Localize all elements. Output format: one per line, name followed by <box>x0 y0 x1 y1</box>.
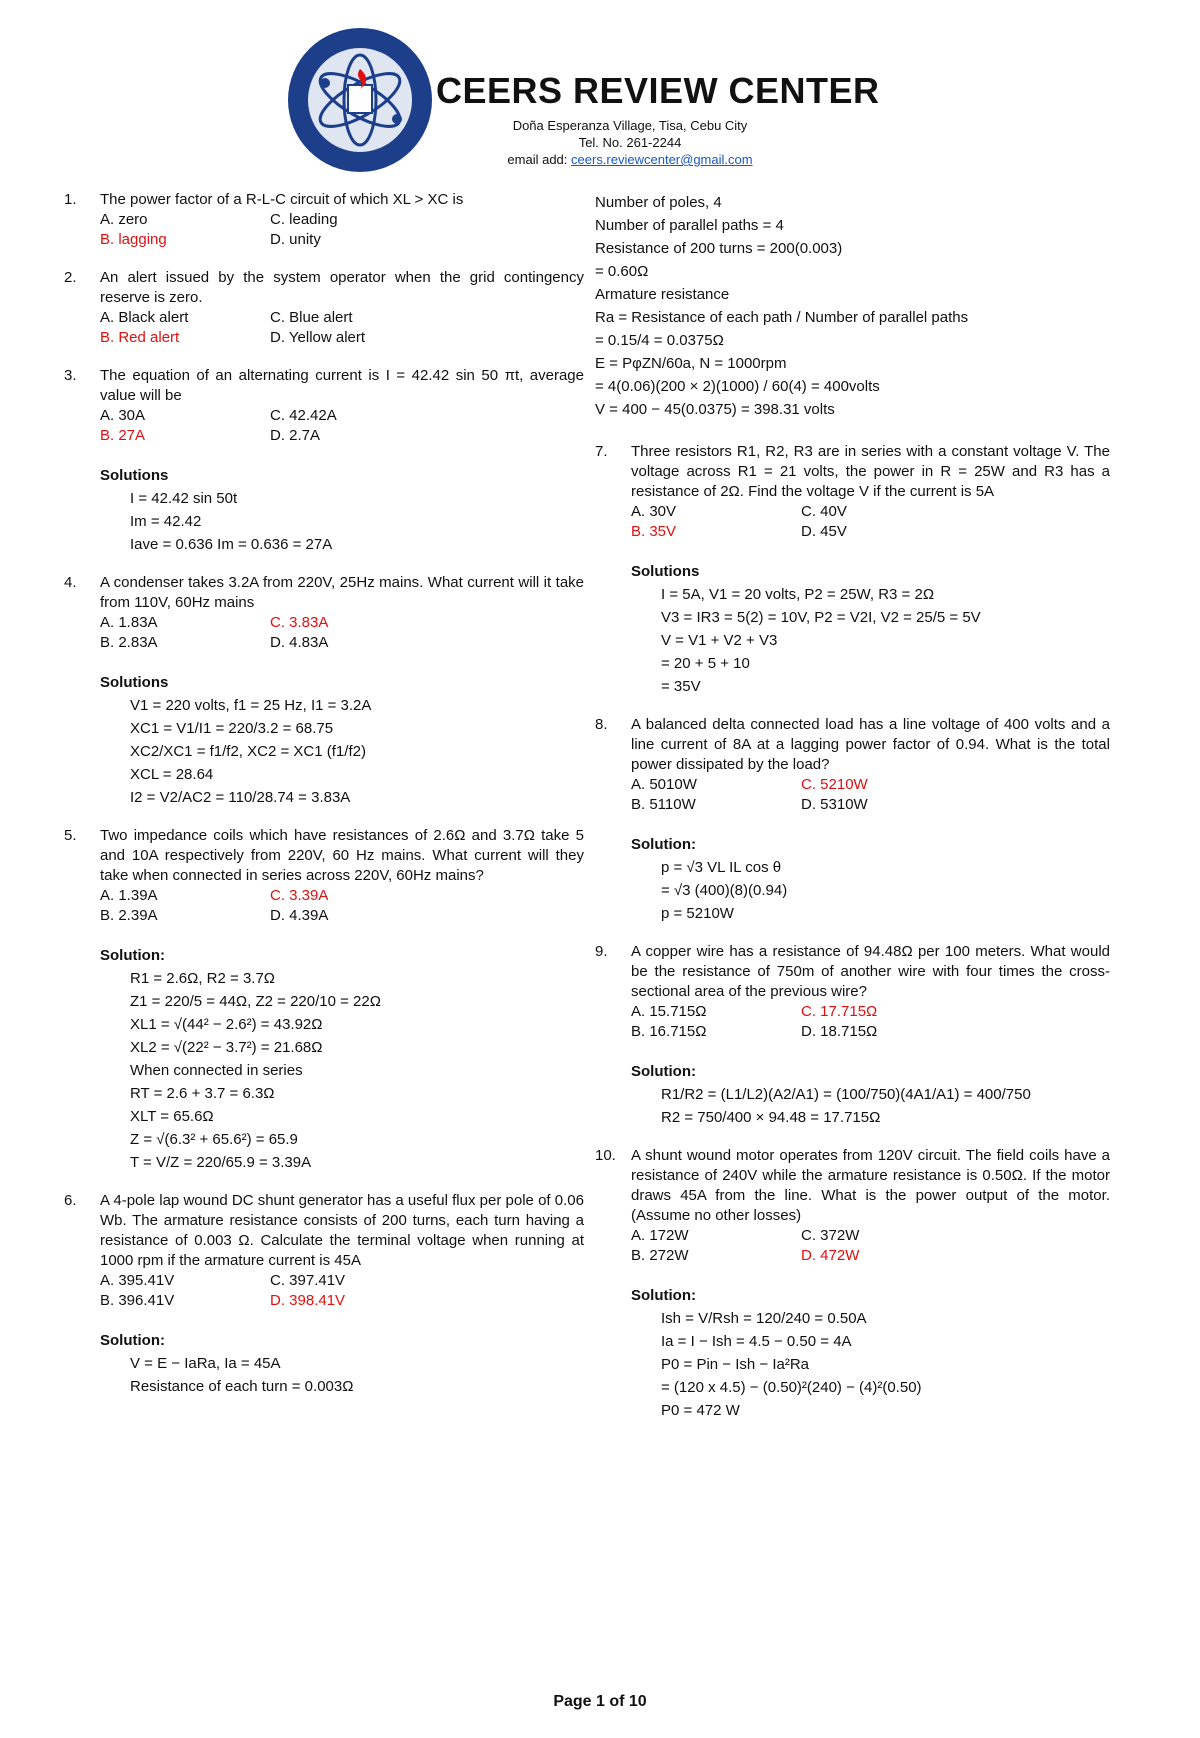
correct-answer-option: C. 3.83A <box>270 614 329 631</box>
email-link[interactable]: ceers.reviewcenter@gmail.com <box>571 152 753 167</box>
options-grid <box>100 308 584 348</box>
options-grid <box>631 502 1110 542</box>
question-number: 2. <box>64 269 77 286</box>
solution-line: Number of parallel paths = 4 <box>595 217 784 234</box>
answer-option: A. zero <box>100 211 148 228</box>
solution-body <box>100 969 584 1173</box>
header-tel: Tel. No. 261-2244 <box>578 135 682 150</box>
solution-body <box>100 1354 584 1397</box>
header-title: CEERS REVIEW CENTER <box>436 70 880 111</box>
question-stem: Three resistors R1, R2, R3 are in series with a constant voltage V. The voltage across R1 = 21 volts, the power in R = 25W and R3 has a resistance of 2Ω. Find the voltage V if the current is 5A <box>631 443 1110 500</box>
solution-line: Resistance of 200 turns = 200(0.003) <box>595 240 843 257</box>
options-grid <box>100 886 584 926</box>
correct-answer-option: B. 35V <box>631 523 677 540</box>
question-2 <box>64 268 584 348</box>
solution-line: XCL = 28.64 <box>130 766 214 783</box>
question-number: 10. <box>595 1147 616 1164</box>
correct-answer-option: C. 5210W <box>801 776 868 793</box>
correct-answer-option: B. lagging <box>100 231 167 248</box>
question-1 <box>64 190 584 250</box>
answer-option: C. 397.41V <box>270 1272 346 1289</box>
question-stem: A balanced delta connected load has a line voltage of 400 volts and a line current of 8A at a lagging power factor of 0.94. What is the total power dissipated by the load? <box>631 716 1110 773</box>
solution-line: = (120 x 4.5) − (0.50)²(240) − (4)²(0.50) <box>661 1379 922 1396</box>
solution-line: V = E − IaRa, Ia = 45A <box>130 1355 281 1372</box>
solution-body <box>631 1085 1110 1128</box>
solution-line: RT = 2.6 + 3.7 = 6.3Ω <box>130 1085 275 1102</box>
solution-block <box>100 673 584 808</box>
question-number: 6. <box>64 1192 77 1209</box>
solution-line: T = V/Z = 220/65.9 = 3.39A <box>130 1154 312 1171</box>
solution-line: P0 = 472 W <box>661 1402 740 1419</box>
question-5 <box>64 826 584 1173</box>
solution-title: Solution: <box>631 1063 696 1080</box>
answer-option: D. 2.7A <box>270 427 321 444</box>
question-number: 4. <box>64 574 77 591</box>
solution-body <box>631 858 1110 924</box>
solution-line: Iave = 0.636 Im = 0.636 = 27A <box>130 536 333 553</box>
solution-block <box>631 835 1110 924</box>
question-stem: A copper wire has a resistance of 94.48Ω per 100 meters. What would be the resistance of 750m of another wire with four times the cross-sectional area of the previous wire? <box>631 943 1110 1000</box>
solution-line: V = V1 + V2 + V3 <box>661 632 778 649</box>
solution-line: Resistance of each turn = 0.003Ω <box>130 1378 354 1395</box>
options-grid <box>631 1226 1110 1266</box>
solution-line: I2 = V2/AC2 = 110/28.74 = 3.83A <box>130 789 351 806</box>
solution-block <box>631 562 1110 697</box>
solution-line: XL1 = √(44² − 2.6²) = 43.92Ω <box>130 1016 323 1033</box>
solution-body <box>100 696 584 808</box>
question-4 <box>64 573 584 808</box>
solution-line: Ia = I − Ish = 4.5 − 0.50 = 4A <box>661 1333 852 1350</box>
solution-title: Solution: <box>631 1287 696 1304</box>
answer-option: D. 18.715Ω <box>801 1023 878 1040</box>
question-stem: A 4-pole lap wound DC shunt generator has a useful flux per pole of 0.06 Wb. The armature resistance consists of 200 turns, each turn having a resistance of 0.003 Ω. Calculate the terminal voltage when running at 1000 rpm if the armature current is 45A <box>100 1192 584 1269</box>
answer-option: C. 40V <box>801 503 847 520</box>
solution-line: R1 = 2.6Ω, R2 = 3.7Ω <box>130 970 276 987</box>
header-address: Doña Esperanza Village, Tisa, Cebu City <box>512 118 748 133</box>
solution-line: I = 5A, V1 = 20 volts, P2 = 25W, R3 = 2Ω <box>661 586 935 603</box>
answer-option: B. 2.83A <box>100 634 158 651</box>
solution-block <box>631 1286 1110 1421</box>
solution-line: V = 400 − 45(0.0375) = 398.31 volts <box>595 401 835 418</box>
answer-option: A. 15.715Ω <box>631 1003 707 1020</box>
solution-line: = √3 (400)(8)(0.94) <box>661 882 788 899</box>
question-number: 7. <box>595 443 608 460</box>
solution-title: Solutions <box>631 563 700 580</box>
answer-option: D. 4.39A <box>270 907 329 924</box>
question-stem: The power factor of a R-L-C circuit of which XL > XC is <box>100 191 464 208</box>
question-number: 9. <box>595 943 608 960</box>
options-grid <box>631 775 1110 815</box>
solution-line: = 0.15/4 = 0.0375Ω <box>595 332 724 349</box>
answer-option: B. 5110W <box>631 796 696 813</box>
answer-option: C. leading <box>270 211 338 228</box>
solution-line: V1 = 220 volts, f1 = 25 Hz, I1 = 3.2A <box>130 697 372 714</box>
answer-option: D. Yellow alert <box>270 329 366 346</box>
solution-line: Z1 = 220/5 = 44Ω, Z2 = 220/10 = 22Ω <box>130 993 381 1010</box>
options-grid <box>100 406 584 446</box>
answer-option: A. Black alert <box>100 309 189 326</box>
answer-option: A. 172W <box>631 1227 689 1244</box>
correct-answer-option: D. 472W <box>801 1247 860 1264</box>
question-8 <box>595 715 1110 924</box>
solution-line: XC1 = V1/I1 = 220/3.2 = 68.75 <box>130 720 334 737</box>
solution-line: XLT = 65.6Ω <box>130 1108 214 1125</box>
options-grid <box>631 1002 1110 1042</box>
solution-line: V3 = IR3 = 5(2) = 10V, P2 = V2I, V2 = 25/5 = 5V <box>661 609 981 626</box>
question-stem: An alert issued by the system operator when the grid contingency reserve is zero. <box>100 269 584 306</box>
question-number: 8. <box>595 716 608 733</box>
solution-line: E = PφZN/60a, N = 1000rpm <box>595 355 787 372</box>
solution-line: Z = √(6.3² + 65.6²) = 65.9 <box>130 1131 298 1148</box>
answer-option: D. 5310W <box>801 796 868 813</box>
answer-option: A. 30V <box>631 503 677 520</box>
header-email-line <box>500 152 760 167</box>
answer-option: D. 45V <box>801 523 847 540</box>
page-footer: Page 1 of 10 <box>553 1693 647 1710</box>
question-number: 5. <box>64 827 77 844</box>
answer-option: B. 272W <box>631 1247 689 1264</box>
solution-line: Ish = V/Rsh = 120/240 = 0.50A <box>661 1310 867 1327</box>
solution-line: I = 42.42 sin 50t <box>130 490 238 507</box>
solution-title: Solution: <box>631 836 696 853</box>
solution-line: = 20 + 5 + 10 <box>661 655 750 672</box>
q6-solution-continued <box>595 193 1110 420</box>
solution-block <box>100 1331 584 1397</box>
solution-line: Ra = Resistance of each path / Number of parallel paths <box>595 309 969 326</box>
solution-line: p = √3 VL IL cos θ <box>661 859 782 876</box>
answer-option: A. 30A <box>100 407 146 424</box>
ceers-logo <box>285 25 435 175</box>
correct-answer-option: C. 17.715Ω <box>801 1003 878 1020</box>
solution-line: = 0.60Ω <box>595 263 649 280</box>
answer-option: B. 2.39A <box>100 907 158 924</box>
solution-title: Solution: <box>100 1332 165 1349</box>
solution-block <box>100 946 584 1173</box>
question-7 <box>595 442 1110 697</box>
question-9 <box>595 942 1110 1128</box>
answer-option: A. 1.83A <box>100 614 158 631</box>
answer-option: B. 396.41V <box>100 1292 175 1309</box>
solution-line: P0 = Pin − Ish − Ia²Ra <box>661 1356 810 1373</box>
left-column <box>64 190 584 1415</box>
options-grid <box>100 1271 584 1311</box>
question-stem: A shunt wound motor operates from 120V circuit. The field coils have a resistance of 240V while the armature resistance is 0.50Ω. If the motor draws 45A from the line. What is the power output of the motor. (Assume no other losses) <box>631 1147 1110 1224</box>
solution-line: XC2/XC1 = f1/f2, XC2 = XC1 (f1/f2) <box>130 743 366 760</box>
solution-line: R1/R2 = (L1/L2)(A2/A1) = (100/750)(4A1/A1) = 400/750 <box>661 1086 1031 1103</box>
answer-option: C. 372W <box>801 1227 860 1244</box>
solution-line: p = 5210W <box>661 905 734 922</box>
solution-line: = 4(0.06)(200 × 2)(1000) / 60(4) = 400volts <box>595 378 880 395</box>
solution-body <box>631 585 1110 697</box>
answer-option: A. 395.41V <box>100 1272 175 1289</box>
correct-answer-option: B. 27A <box>100 427 146 444</box>
answer-option: C. Blue alert <box>270 309 353 326</box>
question-number: 1. <box>64 191 77 208</box>
solution-body <box>631 1309 1110 1421</box>
question-stem: A condenser takes 3.2A from 220V, 25Hz mains. What current will it take from 110V, 60Hz mains <box>100 574 584 611</box>
solution-body <box>100 489 584 555</box>
solution-line: Armature resistance <box>595 286 730 303</box>
options-grid <box>100 613 584 653</box>
answer-option: D. unity <box>270 231 321 248</box>
solution-line: Im = 42.42 <box>130 513 202 530</box>
solution-title: Solutions <box>100 467 169 484</box>
solution-block <box>100 466 584 555</box>
email-label: email add: <box>507 152 568 167</box>
solution-line: = 35V <box>661 678 701 695</box>
options-grid <box>100 210 584 250</box>
answer-option: A. 1.39A <box>100 887 158 904</box>
correct-answer-option: D. 398.41V <box>270 1292 346 1309</box>
correct-answer-option: B. Red alert <box>100 329 180 346</box>
question-10 <box>595 1146 1110 1421</box>
solution-line: XL2 = √(22² − 3.7²) = 21.68Ω <box>130 1039 323 1056</box>
solution-line: When connected in series <box>130 1062 303 1079</box>
answer-option: C. 42.42A <box>270 407 337 424</box>
right-column <box>595 190 1110 1439</box>
question-stem: Two impedance coils which have resistances of 2.6Ω and 3.7Ω take 5 and 10A respectively from 220V, 60 Hz mains. What current will they take when connected in series across 220V, 60Hz mains? <box>100 827 584 884</box>
solution-line: R2 = 750/400 × 94.48 = 17.715Ω <box>661 1109 881 1126</box>
question-number: 3. <box>64 367 77 384</box>
solution-title: Solutions <box>100 674 169 691</box>
question-3 <box>64 366 584 555</box>
solution-block <box>631 1062 1110 1128</box>
answer-option: D. 4.83A <box>270 634 329 651</box>
answer-option: B. 16.715Ω <box>631 1023 707 1040</box>
solution-title: Solution: <box>100 947 165 964</box>
question-6 <box>64 1191 584 1397</box>
answer-option: A. 5010W <box>631 776 697 793</box>
question-stem: The equation of an alternating current is I = 42.42 sin 50 πt, average value will be <box>100 367 584 404</box>
correct-answer-option: C. 3.39A <box>270 887 329 904</box>
solution-line: Number of poles, 4 <box>595 194 722 211</box>
